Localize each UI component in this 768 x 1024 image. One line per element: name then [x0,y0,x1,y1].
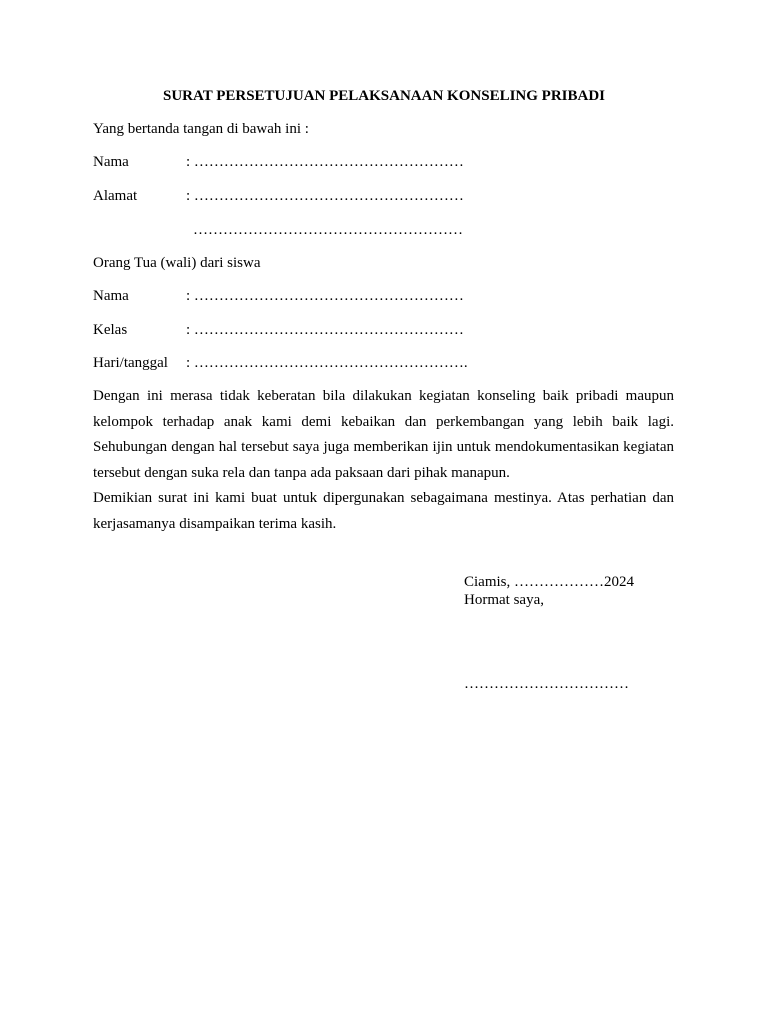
field-label: Hari/tanggal [93,355,168,371]
field-label: Alamat [93,188,138,204]
field-label: Nama [93,288,129,304]
intro-text: Yang bertanda tangan di bawah ini : [93,121,309,137]
body-text [93,384,674,537]
field-label: Kelas [93,322,128,338]
field-row-nama-siswa [93,288,464,305]
alamat-continuation-line: ……………………………………………… [193,222,463,238]
field-row-nama-parent [93,154,464,171]
field-row-alamat [93,188,464,205]
field-label: Nama [93,154,129,170]
signature-name-line: …………………………… [464,676,629,692]
field-row-kelas [93,322,464,339]
signature-closing: Hormat saya, [464,592,544,608]
closing-paragraph: Demikian surat ini kami buat untuk dipergunakan sebagaimana mestinya. Atas perhatian dan kerjasamanya disampaikan terima kasih. [93,490,674,532]
field-row-hari-tanggal [93,355,468,372]
consent-paragraph: Dengan ini merasa tidak keberatan bila dilakukan kegiatan konseling baik pribadi maupun kelompok terhadap anak kami demi kebaikan dan perkembangan yang lebih baik lagi. Sehubungan dengan hal tersebut saya juga memberikan ijin untuk mendokumentasikan kegiatan tersebut dengan suka rela dan tanpa ada paksaan dari pihak manapun. [93,388,674,481]
section-label: Orang Tua (wali) dari siswa [93,255,261,271]
field-value: : ………………………………………………. [186,355,468,371]
field-value: : ……………………………………………… [186,154,464,170]
document-title: SURAT PERSETUJUAN PELAKSANAAN KONSELING PRIBADI [162,88,606,104]
field-value: : ……………………………………………… [186,322,464,338]
field-value: : ……………………………………………… [186,288,464,304]
signature-place-date: Ciamis, ………………2024 [464,574,635,590]
field-value: : ……………………………………………… [186,188,464,204]
